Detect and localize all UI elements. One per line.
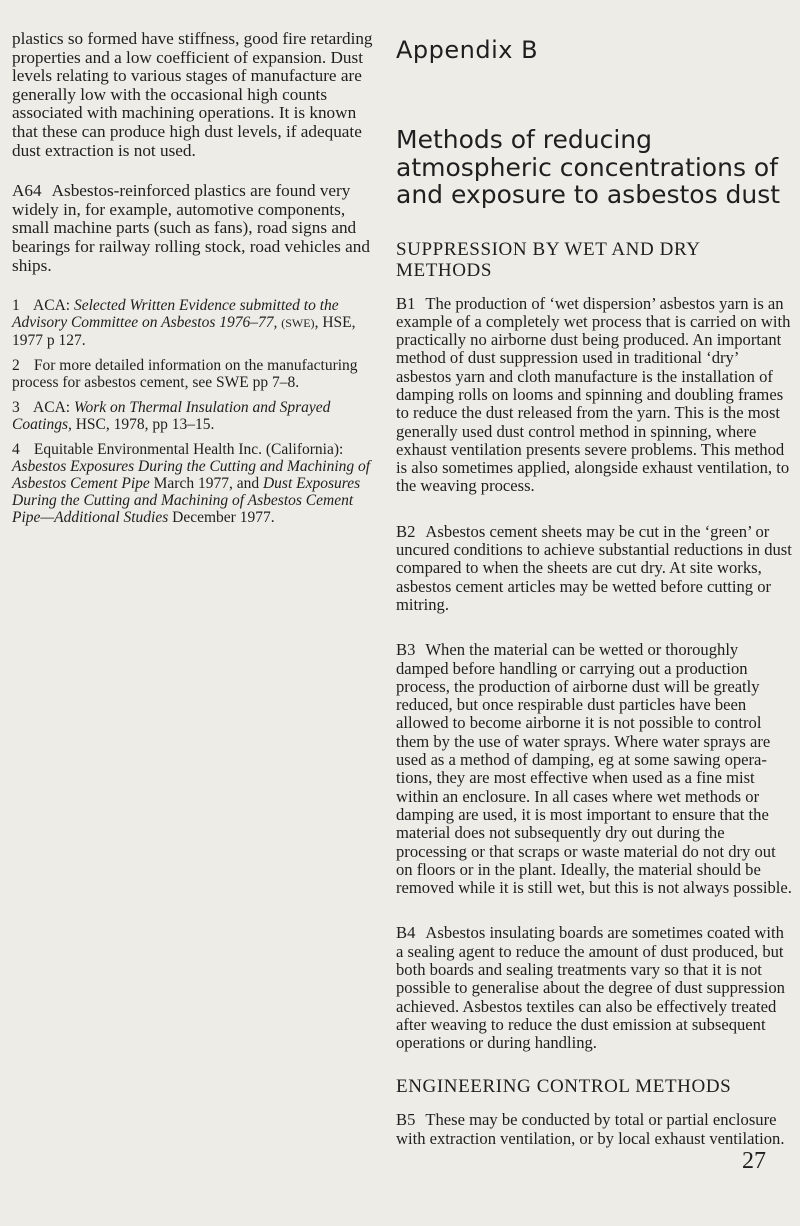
left-column xyxy=(12,30,380,534)
paragraph-text: When the material can be wetted or thoroughly damped before handling or carrying out a production process, the production of airborne dust will be greatly reduced, but once respirable dust particles have been allowed to become airborne it is not possible to control them by the use of water sprays. Where water sprays are used as a method of damping, eg at some sawing opera- tions, they are most effective when used as a fine mist within an enclosure. In all cases where wet methods or damping are used, it is most important to ensure that the material does not subsequently dry out during the processing or that scraps or waste material do not dry out on floors or in the plant. Ideally, the material should be removed while it is still wet, but this is not always possible. xyxy=(396,640,792,898)
paragraph-b5 xyxy=(396,1111,794,1148)
footnote-3: 3 ACA: Work on Thermal Insulation and Sprayed Coatings, HSC, 1978, pp 13–15. xyxy=(12,399,331,434)
footnote-2: 2 For more detailed information on the manufacturing process for asbestos cement, see SWE pp 7–8. xyxy=(12,357,358,392)
page-number: 27 xyxy=(742,1148,766,1174)
section-heading-engineering: ENGINEERING CONTROL METHODS xyxy=(396,1076,732,1098)
footnote-4: 4 Equitable Environmental Health Inc. (California): Asbestos Exposures During the Cutting and Machining of Asbestos Cement Pipe March 1977, and Dust Exposures During the Cutting and Machining of Asbestos Cement Pipe—Additional Studies December 1977. xyxy=(12,441,371,527)
paragraph-text: The production of ‘wet dispersion’ asbestos yarn is an example of a completely wet process that is carried on with practically no airborne dust being produced. An important method of dust suppression used in traditional ‘dry’ asbestos yarn and cloth manufacture is the installation of damping rolls on looms and spinning and doubling frames to reduce the dust released from the yarn. This is the most generally used dust control method in spinning, where exhaust ventilation presents severe problems. This method is also sometimes applied, alongside exhaust ventilation, to the weaving process. xyxy=(396,293,791,496)
paragraph-b4 xyxy=(396,924,794,1052)
paragraph-text: Asbestos cement sheets may be cut in the ‘green’ or uncured conditions to achieve substantial reductions in dust compared to when the sheets are cut dry. At site works, asbestos cement articles may be wetted before cutting or mitring. xyxy=(396,521,792,614)
paragraph-code: B4 xyxy=(396,923,416,943)
section-heading-suppression: SUPPRESSION BY WET AND DRY METHODS xyxy=(396,238,700,281)
footnotes xyxy=(12,297,380,526)
paragraph-b2 xyxy=(396,523,794,614)
footnote-1: 1 ACA: Selected Written Evidence submitted to the Advisory Committee on Asbestos 1976–77, (SWE), HSE, 1977 p 127. xyxy=(12,297,356,350)
paragraph-code: A64 xyxy=(12,181,42,201)
paragraph-code: B5 xyxy=(396,1110,416,1130)
intro-paragraph: plastics so formed have stiffness, good fire retarding properties and a low coefficient of expansion. Dust levels relating to various stages of manufacture are generally low with the occasional high counts associated with machining operations. It is known that these can produce high dust levels, if adequate dust extraction is not used. xyxy=(12,29,373,160)
paragraph-text: Asbestos-reinforced plastics are found very widely in, for example, automotive components, small machine parts (such as fans), road signs and bearings for railway rolling stock, road vehicles and ships. xyxy=(12,181,370,275)
appendix-label: Appendix B xyxy=(396,36,539,64)
paragraph-text: These may be conducted by total or partial enclosure with extraction ventilation, or by local exhaust ventilation. xyxy=(396,1110,785,1148)
paragraph-b3 xyxy=(396,641,794,897)
right-column xyxy=(396,30,794,1175)
paragraph-b1 xyxy=(396,295,794,496)
paragraph-code: B3 xyxy=(396,640,416,660)
paragraph-code: B2 xyxy=(396,521,416,541)
paragraph-a64 xyxy=(12,182,380,275)
paragraph-text: Asbestos insulating boards are sometimes coated with a sealing agent to reduce the amount of dust produced, but both boards and sealing treatments vary so that it is not possible to generalise about the degree of dust suppression achieved. Asbestos textiles can also be effectively treated after weaving to reduce the dust emission at subsequent operations or during handling. xyxy=(396,923,785,1053)
appendix-title: Methods of reducing atmospheric concentrations of and exposure to asbestos dust xyxy=(396,125,781,209)
paragraph-code: B1 xyxy=(396,293,416,313)
